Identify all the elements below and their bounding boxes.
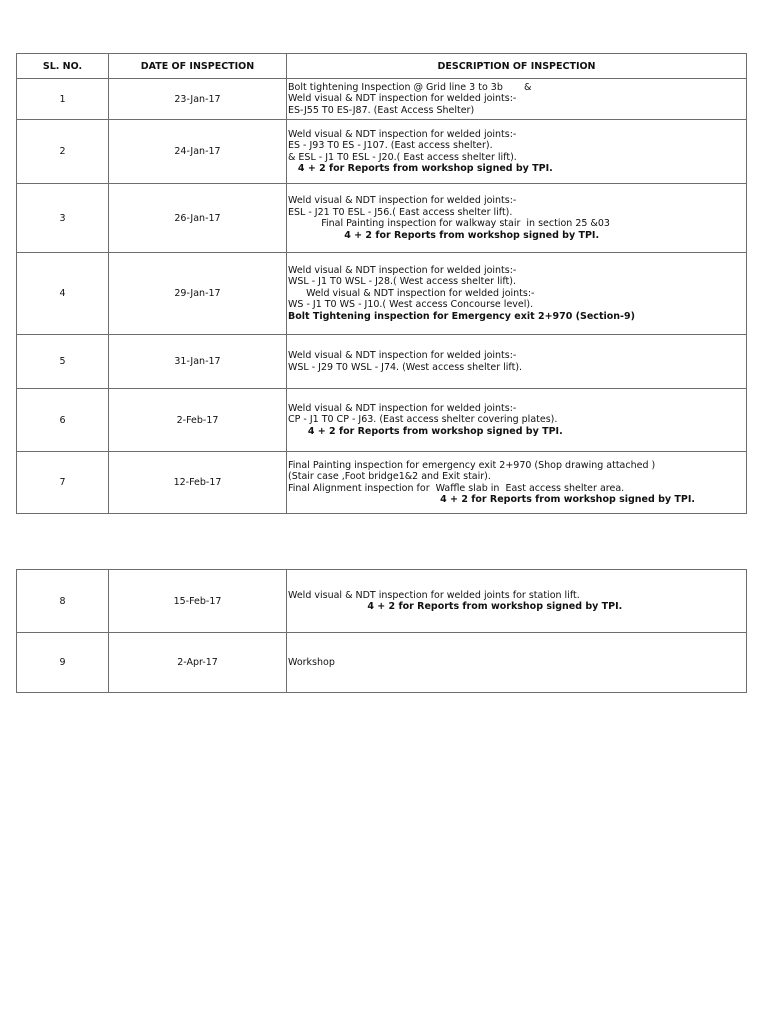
report-note-line: 4 + 2 for Reports from workshop signed by TPI.	[288, 163, 553, 174]
table-row	[17, 633, 747, 693]
inspection-description	[287, 335, 747, 389]
inspection-date: 2-Apr-17	[109, 633, 287, 693]
description-line: Weld visual & NDT inspection for welded joints:-	[288, 195, 517, 206]
serial-number: 9	[17, 633, 109, 693]
inspection-description	[287, 389, 747, 452]
description-line: (Stair case ,Foot bridge1&2 and Exit stair).	[288, 471, 491, 482]
serial-number: 7	[17, 452, 109, 514]
report-note-line: Bolt Tightening inspection for Emergency exit 2+970 (Section-9)	[288, 310, 635, 322]
inspection-date: 26-Jan-17	[109, 184, 287, 253]
header-description: DESCRIPTION OF INSPECTION	[287, 54, 747, 79]
description-line: ESL - J21 T0 ESL - J56.( East access shelter lift).	[288, 206, 513, 218]
description-line: Final Alignment inspection for Waffle slab in East access shelter area.	[288, 482, 625, 494]
description-line: ES-J55 T0 ES-J87. (East Access Shelter)	[288, 104, 475, 116]
description-line: CP - J1 T0 CP - J63. (East access shelter covering plates).	[288, 414, 558, 426]
inspection-table-main	[16, 53, 747, 514]
table-row	[17, 120, 747, 184]
description-line: Weld visual & NDT inspection for welded joints for station lift.	[288, 589, 580, 601]
description-line: Weld visual & NDT inspection for welded joints:-	[288, 93, 517, 105]
table-row	[17, 335, 747, 389]
description-line: Final Painting inspection for walkway stair in section 25 &03	[288, 218, 610, 229]
inspection-description	[287, 184, 747, 253]
inspection-description	[287, 120, 747, 184]
description-line: Weld visual & NDT inspection for welded joints:-	[288, 350, 517, 361]
inspection-description	[287, 633, 747, 693]
serial-number: 3	[17, 184, 109, 253]
description-line: Weld visual & NDT inspection for welded joints:-	[288, 287, 535, 299]
report-note-line: 4 + 2 for Reports from workshop signed by TPI.	[288, 229, 600, 241]
description-line: ES - J93 T0 ES - J107. (East access shelter).	[288, 140, 493, 151]
inspection-date: 31-Jan-17	[109, 335, 287, 389]
serial-number: 6	[17, 389, 109, 452]
description-line: Bolt tightening Inspection @ Grid line 3 to 3b &	[288, 81, 532, 93]
table-header-row	[17, 54, 747, 79]
table-row	[17, 389, 747, 452]
report-note-line: 4 + 2 for Reports from workshop signed by TPI.	[288, 494, 695, 505]
header-date: DATE OF INSPECTION	[109, 54, 287, 79]
inspection-description	[287, 253, 747, 335]
report-note-line: 4 + 2 for Reports from workshop signed by TPI.	[288, 425, 563, 437]
serial-number: 4	[17, 253, 109, 335]
serial-number: 8	[17, 570, 109, 633]
table-row	[17, 184, 747, 253]
table-row	[17, 570, 747, 633]
report-note-line: 4 + 2 for Reports from workshop signed by TPI.	[288, 601, 623, 612]
inspection-date: 12-Feb-17	[109, 452, 287, 514]
description-line: WSL - J1 T0 WSL - J28.( West access shelter lift).	[288, 276, 516, 288]
inspection-date: 24-Jan-17	[109, 120, 287, 184]
inspection-date: 2-Feb-17	[109, 389, 287, 452]
description-line: & ESL - J1 T0 ESL - J20.( East access shelter lift).	[288, 151, 517, 163]
serial-number: 5	[17, 335, 109, 389]
description-line: Workshop	[288, 656, 335, 668]
description-line: WSL - J29 T0 WSL - J74. (West access shelter lift).	[288, 361, 523, 373]
description-line: Weld visual & NDT inspection for welded joints:-	[288, 128, 517, 140]
inspection-description	[287, 79, 747, 120]
header-sl-no: SL. NO.	[17, 54, 109, 79]
description-line: Weld visual & NDT inspection for welded joints:-	[288, 264, 517, 276]
inspection-table-continued	[16, 569, 747, 693]
serial-number: 2	[17, 120, 109, 184]
serial-number: 1	[17, 79, 109, 120]
table-row	[17, 452, 747, 514]
description-line: WS - J1 T0 WS - J10.( West access Concourse level).	[288, 299, 534, 311]
inspection-date: 15-Feb-17	[109, 570, 287, 633]
inspection-description	[287, 570, 747, 633]
description-line: Weld visual & NDT inspection for welded joints:-	[288, 402, 517, 414]
description-line: Final Painting inspection for emergency exit 2+970 (Shop drawing attached )	[288, 459, 656, 471]
inspection-description	[287, 452, 747, 514]
inspection-date: 23-Jan-17	[109, 79, 287, 120]
inspection-date: 29-Jan-17	[109, 253, 287, 335]
table-row	[17, 79, 747, 120]
table-row	[17, 253, 747, 335]
